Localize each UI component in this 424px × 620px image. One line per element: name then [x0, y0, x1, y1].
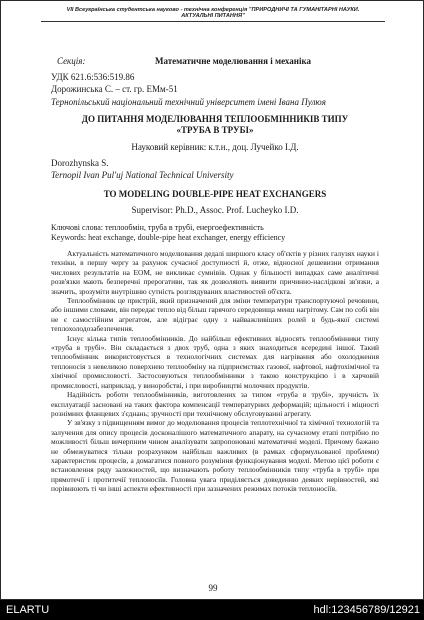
page-number: 99	[208, 583, 218, 593]
header-rule	[41, 21, 385, 22]
footer-bar	[0, 600, 424, 620]
section-name: Математичне моделювання і механіка	[155, 56, 312, 66]
keywords-en: Keywords: heat exchange, double-pipe heat exchanger, energy efficiency	[51, 233, 286, 242]
supervisor-ua: Науковий керівник: к.т.н., доц. Лучейко І.Д.	[131, 142, 299, 152]
paragraph-4: Надійність роботи теплообмінників, виготовлених за типом «труба в трубі», зручність їх експлуатації засновані на таких фактора компенсації температурних деформацій; щільності і міцності рознімних фланцевих з'єднань; зручності при технічному обслуговуванні агрегату.	[51, 390, 379, 418]
author-ua: Дорожинська С. – ст. гр. ЕМм-51	[51, 84, 178, 94]
body-text	[51, 249, 379, 494]
section-label: Секція:	[57, 56, 86, 66]
keywords-ua: Ключові слова: теплообмін, труба в трубі, енергоефективність	[51, 223, 264, 232]
title-en: TO MODELING DOUBLE-PIPE HEAT EXCHANGERS	[103, 189, 327, 199]
footer-repository-label: ELARTU	[6, 604, 50, 616]
conference-header-line1: VII Всеукраїнська студентська науково - технічна конференція "ПРИРОДНИЧІ ТА ГУМАНІТАРНІ НАУКИ.	[66, 7, 360, 13]
title-ua-line2: «ТРУБА В ТРУБІ»	[176, 125, 254, 135]
udc-code: УДК 621.6:536:519.86	[51, 72, 135, 82]
footer-handle: hdl:123456789/12921	[313, 604, 420, 616]
supervisor-en: Supervisor: Ph.D., Assoc. Prof. Lucheyko I.D.	[131, 205, 299, 215]
author-en: Dorozhynska S.	[51, 158, 109, 168]
paragraph-1: Актуальність математичного моделювання дедалі ширшого класу об'єктів у різних галузях науки і техніки, в першу чергу за рахунок сучасної доступності й, отже, відносної дешевизни отримання числових результатів на ЕОМ, не викликає сумнівів. Однак у більшості випадках саме аналітичні розв'язки мають безперечні прерогативи, так як дозволяють виявити причинно-наслідкові зв'язки, а значить, зрозуміти внутрішню сутність розглядуваних властивостей об'єкта.	[51, 249, 379, 296]
paragraph-5: У зв'язку з підвищенням вимог до моделювання процесів теплотехнічної та хімічної технологій та залучення для опису процесів досконалішого математичного апарату, на сучасному етапі потрібно по можливості більш вичерпним чином аналізувати запропоновані математичні моделі. Причому бажано не обмежуватися тільки розрахунком найбільш важливих (в рамках сформульованої проблеми) характеристик процесів, а домагатися повного розуміння функціонування моделі. Метою цієї роботи є встановлення ряду залежностей, що визначають роботу теплообмінників типу «труба в трубі» при прямотечії і протитечії теплоносіїв. Головна увага приділяється доведенню деяких нерівностей, які порівнюють ті чи інші аспекти ефективності при зазначених режимах потоків теплоносіїв.	[51, 418, 379, 494]
affiliation-ua: Тернопільський національний технічний університет імені Івана Пулюя	[51, 97, 326, 107]
paragraph-3: Існує кілька типів теплообмінників. До найбільш ефективних відносять теплообмінники типу «труба в трубі». Він складається з двох труб, одна з яких знаходиться всередині іншої. Такий теплообмінник використовується в технологічних системах для нагрівання або охолодження теплоносія з невеликою поверхнею теплообміну на підприємствах газової, нафтової, нафтохімічної та хімічної промисловості. Застосовуються теплообмінники з такою конструкцією і в харчовій промисловості, наприклад, у виноробстві, і при виробництві молочних продуктів.	[51, 333, 379, 390]
title-ua-line1: ДО ПИТАННЯ МОДЕЛЮВАННЯ ТЕПЛООБМІННИКІВ ТИПУ	[81, 114, 349, 124]
paragraph-2: Теплообмінник це пристрій, який призначений для зміни температури транспортуючої речовини, або іншими словами, він передає тепло від більш гарячого середовища менш нагрітому. Сам по собі він не є самостійним агрегатом, але відіграє одну з найважливіших ролей в будь-якої системі теплохолодозабезпечення.	[51, 296, 379, 334]
affiliation-en: Ternopil Ivan Pul'uj National Technical University	[51, 170, 234, 180]
conference-header-line2: АКТУАЛЬНІ ПИТАННЯ"	[181, 13, 245, 20]
conference-header	[41, 7, 385, 20]
